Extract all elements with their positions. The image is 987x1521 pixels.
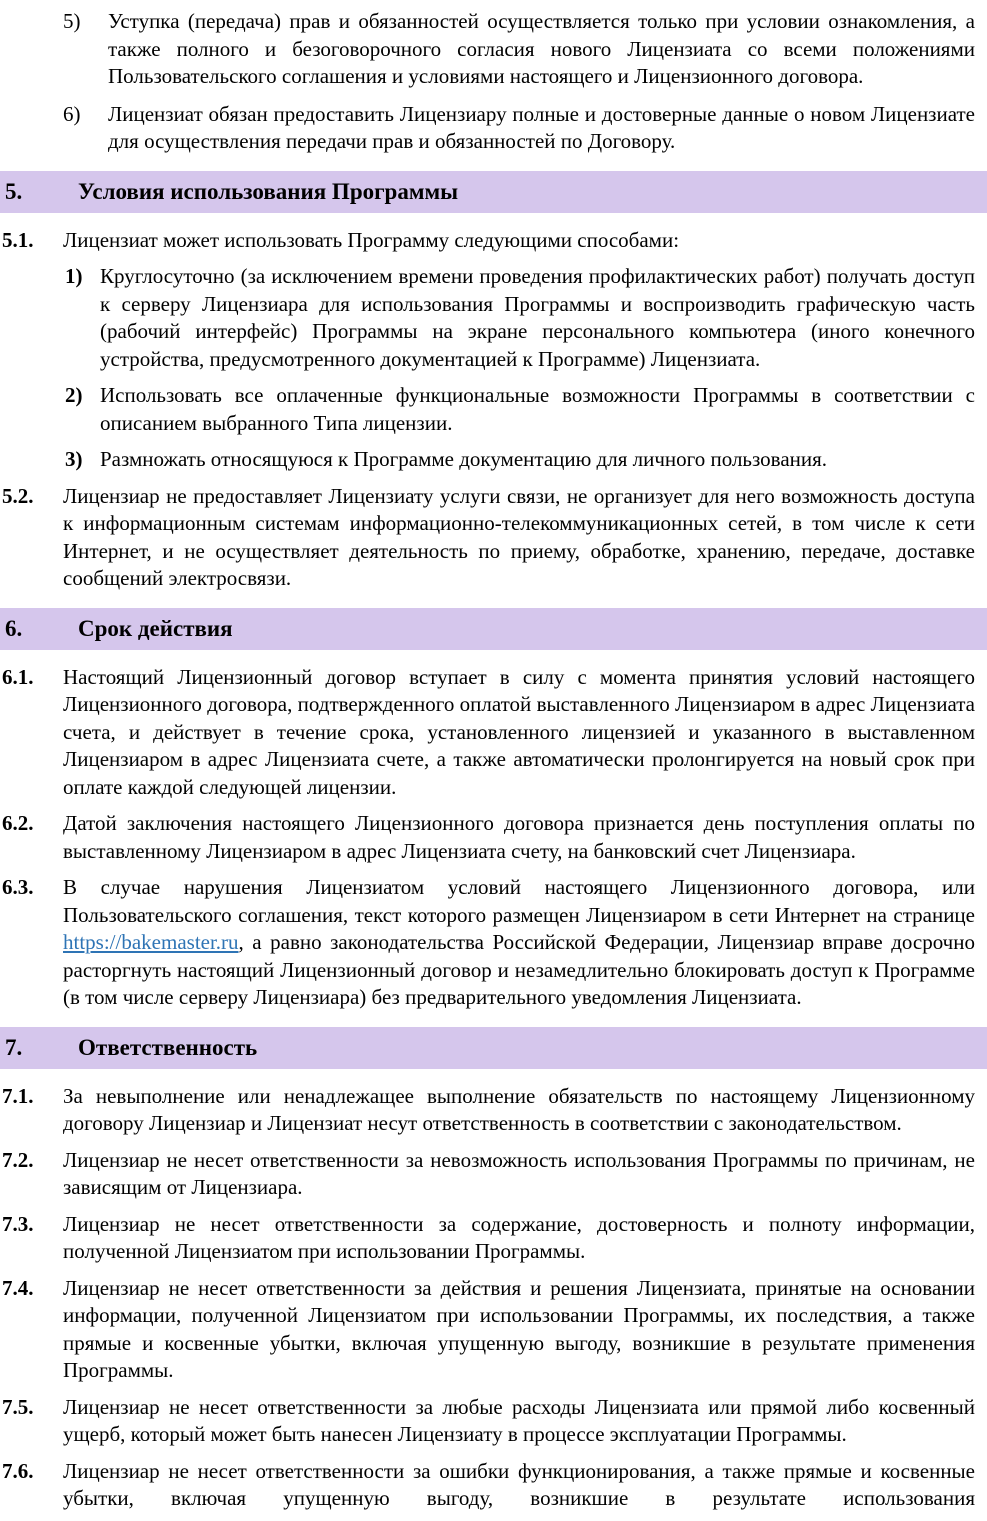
list-item-5-number: 5): [63, 9, 81, 33]
clause-5-2-text: Лицензиар не предоставляет Лицензиату услуги связи, не организует для него возможность доступа к информационным системам информационно-телекоммуникационных сетей, в том числе к сети Интернет, и не осуществляет деятельность по приему, обработке, хранению, передаче, доставке сообщений электросвязи.: [63, 483, 975, 590]
section-header-7: [0, 1027, 987, 1069]
clause-6-1: [0, 664, 987, 802]
sub-item-3-text: Размножать относящуюся к Программе документацию для личного пользования.: [100, 447, 828, 471]
clause-7-4-number: 7.4.: [2, 1275, 34, 1300]
clause-7-4: [0, 1275, 987, 1385]
sub-item-2-text: Использовать все оплаченные функциональные возможности Программы в соответствии с описанием выбранного Типа лицензии.: [100, 383, 975, 435]
section-5-title: Условия использования Программы: [78, 178, 459, 204]
section-5-number: 5.: [5, 178, 23, 204]
clause-7-3-number: 7.3.: [2, 1211, 34, 1236]
clause-7-2: [0, 1147, 987, 1202]
clause-7-1-number: 7.1.: [2, 1083, 34, 1108]
clause-5-1: [0, 227, 987, 255]
clause-5-1-text: Лицензиат может использовать Программу следующими способами:: [63, 227, 680, 252]
clause-7-5-text: Лицензиар не несет ответственности за любые расходы Лицензиата или прямой либо косвенный ущерб, который может быть нанесен Лицензиату в процессе эксплуатации Программы.: [63, 1394, 975, 1446]
sub-item-1-text: Круглосуточно (за исключением времени проведения профилактических работ) получать доступ к серверу Лицензиара для использования Программы и воспроизводить графическую часть (рабочий интерфейс) Программы на экране персонального компьютера (иного конечного устройства, предусмотренного документацией к Программе) Лицензиата.: [100, 264, 975, 371]
clause-7-2-number: 7.2.: [2, 1147, 34, 1172]
clause-7-6-number: 7.6.: [2, 1458, 34, 1483]
list-item-6-text: Лицензиат обязан предоставить Лицензиару полные и достоверные данные о новом Лицензиате для осуществления передачи прав и обязанностей по Договору.: [108, 101, 975, 153]
clause-6-1-text: Настоящий Лицензионный договор вступает в силу с момента принятия условий настоящего Лицензионного договора, подтвержденного оплатой выставленного Лицензиаром в адрес Лицензиата счета, и действует в течение срока, установленного лицензией и указанного в выставленном Лицензиаром в адрес Лицензиата счете, а также автоматически пролонгируется на новый срок при оплате каждой следующей лицензии.: [63, 664, 975, 799]
clause-7-4-text: Лицензиар не несет ответственности за действия и решения Лицензиата, принятые на основании информации, полученной Лицензиатом при использовании Программы, их последствия, а также прямые и косвенные убытки, включая упущенную выгоду, возникшие в результате применения Программы.: [63, 1275, 975, 1382]
clause-7-1: [0, 1083, 987, 1138]
sub-item-1-number: 1): [65, 264, 83, 288]
clause-7-6: [0, 1458, 987, 1513]
clause-7-1-text: За невыполнение или ненадлежащее выполнение обязательств по настоящему Лицензионному договору Лицензиар и Лицензиат несут ответственность в соответствии с законодательством.: [63, 1083, 975, 1135]
clause-5-2: [0, 483, 987, 593]
clause-6-2-text: Датой заключения настоящего Лицензионного договора признается день поступления оплаты по выставленному Лицензиаром в адрес Лицензиата счету, на банковский счет Лицензиара.: [63, 811, 975, 863]
clause-5-2-number: 5.2.: [2, 483, 34, 508]
list-item-6-number: 6): [63, 101, 81, 126]
clause-6-3-text-after: , а равно законодательства Российской Федерации, Лицензиар вправе досрочно расторгнуть настоящий Лицензионный договор и незамедлительно блокировать доступ к Программе (в том числе серверу Лицензиара) без предварительного уведомления Лицензиата.: [63, 930, 975, 1009]
sub-item-2: [0, 382, 987, 437]
section-header-5: [0, 171, 987, 213]
sub-item-2-number: 2): [65, 383, 83, 407]
clause-6-3: [0, 874, 987, 1012]
clause-7-5-number: 7.5.: [2, 1394, 34, 1419]
clause-6-3-text-before: В случае нарушения Лицензиатом условий настоящего Лицензионного договора, или Пользовательского соглашения, текст которого размещен Лицензиаром в сети Интернет на странице: [63, 875, 975, 927]
sub-item-3-number: 3): [65, 447, 83, 471]
section-header-6: [0, 608, 987, 650]
sub-item-1: [0, 263, 987, 373]
clause-7-3-text: Лицензиар не несет ответственности за содержание, достоверность и полноту информации, полученной Лицензиатом при использовании Программы.: [63, 1211, 975, 1263]
clause-6-1-number: 6.1.: [2, 664, 34, 689]
clause-7-3: [0, 1211, 987, 1266]
clause-7-6-text: Лицензиар не несет ответственности за ошибки функционирования, а также прямые и косвенные убытки, включая упущенную выгоду, возникшие в результате использования: [63, 1458, 975, 1510]
section-6-title: Срок действия: [78, 615, 233, 641]
clause-7-2-text: Лицензиар не несет ответственности за невозможность использования Программы по причинам, не зависящим от Лицензиара.: [63, 1147, 975, 1199]
list-item-6: [0, 101, 987, 156]
list-item-5-text: Уступка (передача) прав и обязанностей осуществляется только при условии ознакомления, а также полного и безоговорочного согласия нового Лицензиата со всеми положениями Пользовательского соглашения и условиями настоящего и Лицензионного договора.: [108, 9, 975, 88]
sub-item-3: [0, 446, 987, 474]
list-item-5: [0, 8, 987, 91]
clause-6-2: [0, 810, 987, 865]
clause-5-1-number: 5.1.: [2, 227, 34, 252]
section-7-title: Ответственность: [78, 1034, 258, 1060]
bakemaster-link[interactable]: https://bakemaster.ru: [63, 930, 239, 954]
clause-6-3-number: 6.3.: [2, 875, 34, 899]
clause-7-5: [0, 1394, 987, 1449]
section-6-number: 6.: [5, 615, 23, 641]
clause-6-2-number: 6.2.: [2, 811, 34, 835]
section-7-number: 7.: [5, 1034, 23, 1060]
